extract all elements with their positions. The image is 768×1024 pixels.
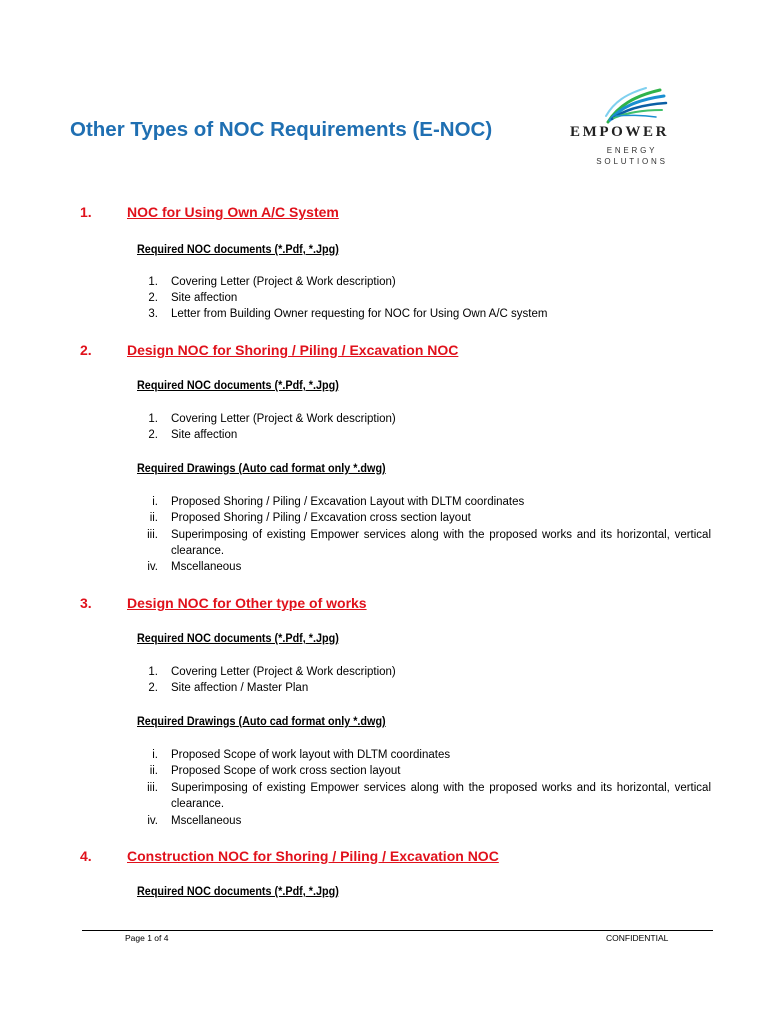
- docs-heading: Required NOC documents (*.Pdf, *.Jpg): [137, 633, 339, 645]
- list-marker: i.: [152, 496, 158, 508]
- section-number: 3.: [80, 595, 92, 611]
- list-text: Site affection: [171, 429, 238, 441]
- list-marker: iv.: [147, 815, 158, 827]
- list-marker: 1.: [148, 276, 158, 288]
- confidential-label: CONFIDENTIAL: [606, 933, 669, 943]
- list-marker: 1.: [148, 413, 158, 425]
- list-marker: ii.: [149, 765, 158, 777]
- list-marker: iv.: [147, 561, 158, 573]
- list-marker: ii.: [149, 512, 158, 524]
- empower-logo: [568, 86, 698, 176]
- list-text: Proposed Scope of work layout with DLTM coordinates: [171, 749, 451, 761]
- list-text: Superimposing of existing Empower services along with the proposed works and its horizontal, vertical: [171, 529, 711, 541]
- list-marker: 2.: [148, 429, 158, 441]
- section-title: Design NOC for Other type of works: [127, 595, 367, 611]
- list-text: clearance.: [171, 545, 225, 557]
- list-text: clearance.: [171, 798, 225, 810]
- list-marker: i.: [152, 749, 158, 761]
- logo-subline-1: ENERGY: [606, 146, 658, 155]
- list-text: Letter from Building Owner requesting for NOC for Using Own A/C system: [171, 308, 548, 320]
- list-text: Proposed Scope of work cross section layout: [171, 765, 401, 777]
- docs-heading: Required NOC documents (*.Pdf, *.Jpg): [137, 380, 339, 392]
- section-number: 4.: [80, 848, 92, 864]
- list-marker: 1.: [148, 666, 158, 678]
- section-number: 2.: [80, 342, 92, 358]
- logo-subline-2: SOLUTIONS: [596, 157, 668, 166]
- section-number: 1.: [80, 204, 92, 220]
- list-text: Site affection / Master Plan: [171, 682, 309, 694]
- footer-divider: [82, 930, 713, 931]
- list-text: Mscellaneous: [171, 815, 242, 827]
- list-marker: 2.: [148, 292, 158, 304]
- docs-heading: Required NOC documents (*.Pdf, *.Jpg): [137, 886, 339, 898]
- list-marker: 3.: [148, 308, 158, 320]
- page-number: Page 1 of 4: [125, 933, 169, 943]
- docs-heading: Required NOC documents (*.Pdf, *.Jpg): [137, 244, 339, 256]
- list-text: Covering Letter (Project & Work description): [171, 276, 396, 288]
- list-marker: 2.: [148, 682, 158, 694]
- list-marker: iii.: [147, 529, 158, 541]
- logo-swirl-icon: [568, 86, 698, 126]
- section-title: NOC for Using Own A/C System: [127, 204, 339, 220]
- list-text: Site affection: [171, 292, 238, 304]
- logo-wordmark: EMPOWER: [570, 124, 670, 140]
- list-marker: iii.: [147, 782, 158, 794]
- list-text: Mscellaneous: [171, 561, 242, 573]
- list-text: Proposed Shoring / Piling / Excavation cross section layout: [171, 512, 471, 524]
- page-title: Other Types of NOC Requirements (E-NOC): [70, 118, 493, 141]
- list-text: Covering Letter (Project & Work description): [171, 666, 396, 678]
- section-title: Design NOC for Shoring / Piling / Excavation NOC: [127, 342, 459, 358]
- drawings-heading: Required Drawings (Auto cad format only *.dwg): [137, 463, 386, 475]
- drawings-heading: Required Drawings (Auto cad format only *.dwg): [137, 716, 386, 728]
- list-text: Superimposing of existing Empower services along with the proposed works and its horizontal, vertical: [171, 782, 711, 794]
- section-title: Construction NOC for Shoring / Piling / Excavation NOC: [127, 848, 499, 864]
- list-text: Proposed Shoring / Piling / Excavation Layout with DLTM coordinates: [171, 496, 525, 508]
- list-text: Covering Letter (Project & Work description): [171, 413, 396, 425]
